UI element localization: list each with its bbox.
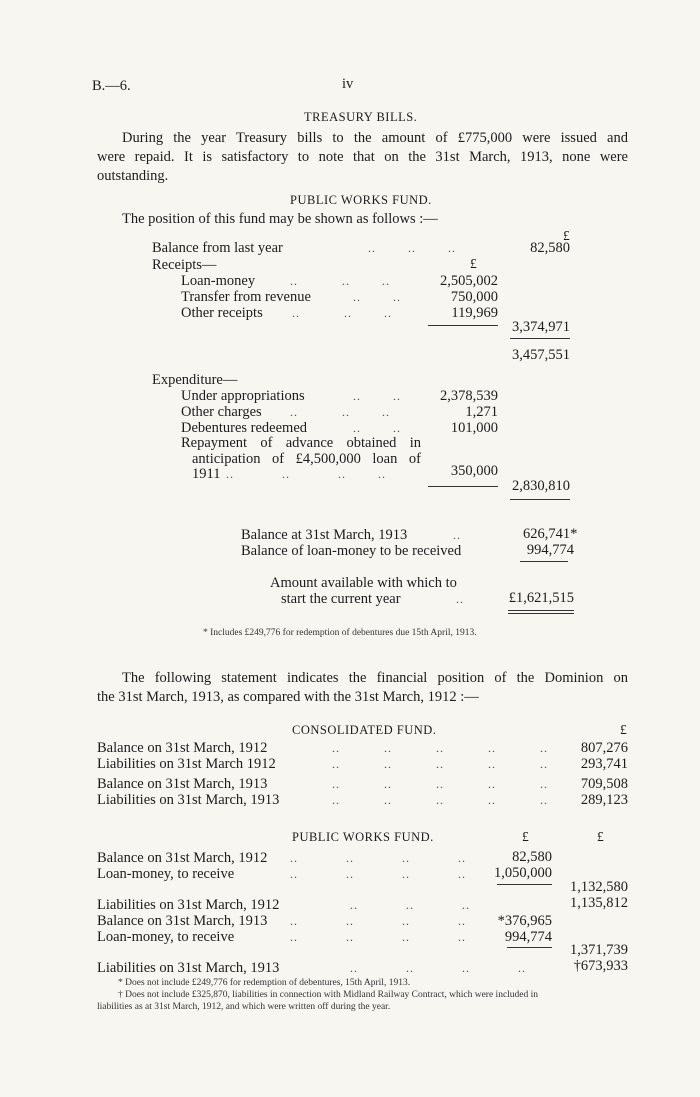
receipts-rule: [428, 325, 498, 326]
pwf-footnote: * Includes £249,776 for redemption of debentures due 15th April, 1913.: [203, 628, 477, 638]
pwf2-bal-1912-value: 82,580: [512, 849, 552, 865]
pwf2-sum-1912: 1,132,580: [570, 879, 628, 895]
receipt-value: 2,505,002: [440, 273, 498, 289]
expenditure-total-rule: [510, 499, 570, 500]
repayment-line1: Repayment of advance obtained in: [181, 435, 421, 451]
available-rule-2: [508, 613, 574, 614]
statement-line1: The following statement indicates the financial position of the Dominion on: [122, 670, 628, 686]
consolidated-row-value: 289,123: [580, 792, 628, 808]
pwf2-liab-1913-value: †673,933: [573, 958, 628, 974]
consolidated-row-label: Liabilities on 31st March, 1913: [97, 792, 280, 808]
available-line2: start the current year: [281, 591, 401, 607]
loan-balance-value: 994,774: [526, 542, 574, 558]
expenditure-label: Debentures redeemed: [181, 420, 308, 436]
receipt-label: Other receipts: [181, 305, 263, 321]
page-number: iv: [342, 76, 354, 92]
consolidated-row-label: Balance on 31st March, 1913: [97, 776, 268, 792]
document-page: B.—6. iv TREASURY BILLS. During the year Treasury bills to the amount of £775,000 were issued and were repaid. It is satisfactory to note that on the 31st March, 1913, none were outstanding. PUBLIC WORKS FUND. The position of this fund may be shown as follows :— £ Balance from last year .. .. .. 82,580 Receipts— £ Loan-money .. .. .. 2,505,002 Transfer from revenue .. .. 750,000 Other receipts .. .. .. 119,969 3,374,971 3,457,551 Expenditure— Under appropriations .. .. 2,378,539 Other charges .. .. .. 1,271 Debentures redeemed .. .. 101,000 Repayment of advance obtained in anticipation of £4,500,000 loan of 1911 .. .. .. .. 350,000 2,830,810 Balance at 31st March, 1913 .. 626,741* Balance of loan-money to be received 994,774 Amount available with which to start the current year .. £1,621,515 * Includes £249,776 for redemption of debentures due 15th April, 1913. The following statement indicates the financial position of the Dominion on the 31st March, 1913, as compared with the 31st March, 1912 :— CONSOLIDATED FUND. £ Balance on 31st March, 1912 .. .. .. .. .. 807,276 Liabilities on 31st March 1912 .. .. .. .. .. 293,741 Balance on 31st March, 1913 .. .. .. .. .. 709,508 Liabilities on 31st March, 1913 .. .. .. .. .. 289,123 PUBLIC WORKS FUND. £ £ Balance on 31st March, 1912 .. .. .. .. 82,580 Loan-money, to receive .. .. .. .. 1,050,000 1,132,580 Liabilities on 31st March, 1912 .. .. .. 1,135,812 Balance on 31st March, 1913 .. .. .. .. *376,965 Loan-money, to receive .. .. .. .. 994,774 1,371,739 Liabilities on 31st March, 1913 .. .. .. .. †673,933 * Does not include £249,776 for redemption of debentures, 15th April, 1913. † Does not include £325,870, liabilities in connection with Midland Railway Contract, which were included in liabilities as at 31st March, 1912, and which were written off during the year.: [92, 76, 628, 1012]
total-rule: [510, 338, 570, 339]
pwf2-loan-1912-label: Loan-money, to receive: [97, 866, 235, 882]
available-value: £1,621,515: [508, 590, 574, 606]
pwf2-currency-1: £: [522, 829, 529, 844]
pwf2-rule-1912: [497, 884, 552, 885]
receipt-label: Transfer from revenue: [181, 289, 311, 305]
pwf-balance-label: Balance from last year: [152, 240, 283, 256]
statement-line2: the 31st March, 1913, as compared with the 31st March, 1912 :—: [97, 689, 479, 705]
pwf2-liab-1913-label: Liabilities on 31st March, 1913: [97, 960, 280, 976]
repayment-line3: 1911: [192, 466, 221, 482]
pwf2-sum-1913: 1,371,739: [570, 942, 628, 958]
consolidated-row-label: Balance on 31st March, 1912: [97, 740, 268, 756]
consolidated-row-label: Liabilities on 31st March 1912: [97, 756, 276, 772]
expenditure-value: 2,378,539: [440, 388, 498, 404]
treasury-para-line2: were repaid. It is satisfactory to note that on the 31st March, 1913, none were: [97, 149, 628, 165]
available-rule-1: [508, 610, 574, 611]
receipt-value: 119,969: [451, 305, 498, 321]
expenditure-rule: [428, 486, 498, 487]
loan-balance-label: Balance of loan-money to be received: [241, 543, 462, 559]
repayment-value: 350,000: [450, 463, 498, 479]
treasury-para-line1: During the year Treasury bills to the amount of £775,000 were issued and: [122, 130, 628, 146]
pwf-grand-total: 3,457,551: [512, 347, 570, 363]
pwf2-bal-1912-label: Balance on 31st March, 1912: [97, 850, 268, 866]
balance-1913-label: Balance at 31st March, 1913: [241, 527, 408, 543]
receipt-label: Loan-money: [181, 273, 256, 289]
pwf2-bal-1913-label: Balance on 31st March, 1913: [97, 913, 268, 929]
pwf2-loan-1912-value: 1,050,000: [494, 865, 552, 881]
pwf-receipts-currency: £: [470, 256, 477, 271]
pwf-expenditure-total: 2,830,810: [512, 478, 570, 494]
pwf2-currency-2: £: [597, 829, 604, 844]
treasury-heading: TREASURY BILLS.: [304, 110, 418, 124]
consolidated-row-value: 807,276: [580, 740, 628, 756]
pwf2-rule-1913: [507, 947, 552, 948]
consolidated-heading: CONSOLIDATED FUND.: [292, 723, 437, 737]
consolidated-row-value: 709,508: [580, 776, 628, 792]
pwf2-footnote-2a: † Does not include £325,870, liabilities in connection with Midland Railway Contract, which were included in: [118, 990, 539, 1000]
loan-rule: [520, 561, 568, 562]
page-reference: B.—6.: [92, 78, 131, 94]
pwf-balance-value: 82,580: [530, 240, 570, 256]
expenditure-value: 101,000: [450, 420, 498, 436]
treasury-para-line3: outstanding.: [97, 168, 169, 184]
available-line1: Amount available with which to: [270, 575, 457, 591]
pwf2-loan-1913-label: Loan-money, to receive: [97, 929, 235, 945]
pwf-expenditure-label: Expenditure—: [152, 372, 238, 388]
expenditure-label: Other charges: [181, 404, 262, 420]
pwf2-liab-1912-label: Liabilities on 31st March, 1912: [97, 897, 280, 913]
pwf2-footnote-1: * Does not include £249,776 for redemption of debentures, 15th April, 1913.: [118, 978, 411, 988]
pwf2-bal-1913-value: *376,965: [497, 913, 552, 929]
expenditure-value: 1,271: [465, 404, 498, 420]
pwf2-loan-1913-value: 994,774: [504, 929, 552, 945]
pwf2-liab-1912-value: 1,135,812: [570, 895, 628, 911]
pwf2-heading: PUBLIC WORKS FUND.: [292, 830, 434, 844]
pwf-receipts-label: Receipts—: [152, 257, 217, 273]
balance-1913-value: 626,741*: [523, 526, 578, 542]
pwf-receipts-total: 3,374,971: [512, 319, 570, 335]
receipt-value: 750,000: [450, 289, 498, 305]
pwf-heading: PUBLIC WORKS FUND.: [290, 193, 432, 207]
consolidated-currency: £: [620, 722, 627, 737]
consolidated-row-value: 293,741: [580, 756, 628, 772]
expenditure-label: Under appropriations: [181, 388, 305, 404]
pwf2-footnote-2b: liabilities as at 31st March, 1912, and which were written off during the year.: [97, 1002, 391, 1012]
repayment-line2: anticipation of £4,500,000 loan of: [192, 451, 421, 467]
pwf-currency: £: [563, 228, 570, 243]
pwf-intro: The position of this fund may be shown as follows :—: [122, 211, 438, 227]
